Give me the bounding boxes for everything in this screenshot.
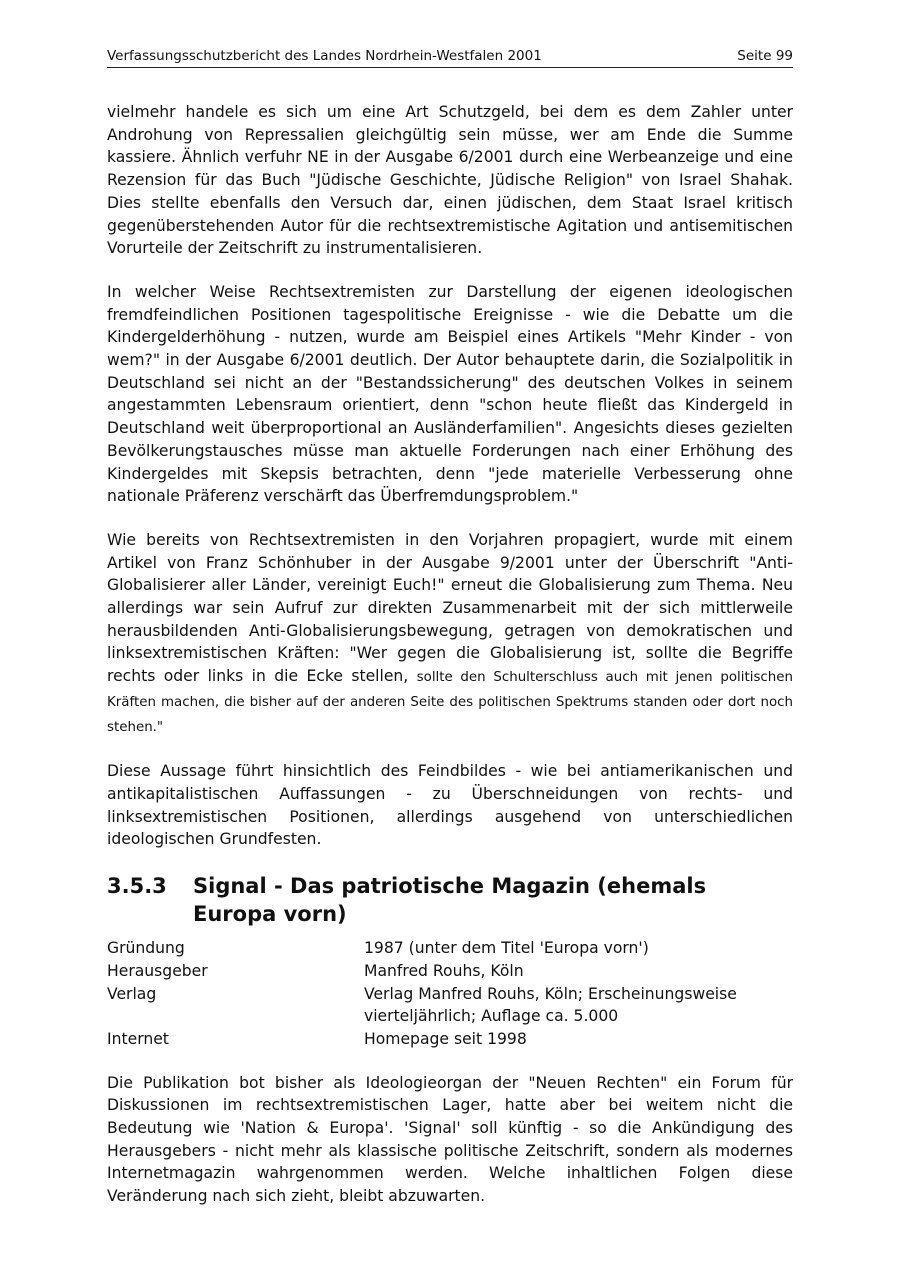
paragraph: Diese Aussage führt hinsichtlich des Feindbildes - wie bei antiamerikanischen und antikapitalistischen Auffassungen - zu Überschneidungen von rechts- und linksextremistischen Positionen, allerdings ausgehend von unterschiedlichen ideologischen Grundfesten. <box>107 762 793 849</box>
page-body <box>107 101 793 1208</box>
section-heading <box>107 872 793 928</box>
paragraph: vielmehr handele es sich um eine Art Schutzgeld, bei dem es dem Zahler unter Androhung von Repressalien gleichgültig sein müsse, wer am Ende die Summe kassiere. Ähnlich verfuhr NE in der Ausgabe 6/2001 durch eine Werbeanzeige und eine Rezension für das Buch "Jüdische Geschichte, Jüdische Religion" von Israel Shahak. Dies stellte ebenfalls den Versuch dar, einen jüdischen, dem Staat Israel kritisch gegenüberstehenden Autor für die rechtsextremistische Agitation und antisemitischen Vorurteile der Zeitschrift zu instrumentalisieren. <box>107 103 793 258</box>
info-label: Herausgeber <box>107 961 208 980</box>
info-value: Manfred Rouhs, Köln <box>364 961 524 980</box>
page-number: Seite 99 <box>737 48 793 64</box>
info-table <box>107 937 793 1051</box>
info-value: 1987 (unter dem Titel 'Europa vorn') <box>364 939 649 958</box>
document-page <box>107 48 793 1229</box>
page-header <box>107 48 793 68</box>
info-label: Gründung <box>107 939 185 958</box>
info-row <box>107 983 793 1028</box>
paragraph-small-text: sollte den Schulterschluss auch mit jenen politischen Kräften machen, die bisher auf der anderen Seite des politischen Spektrums standen oder dort noch stehen." <box>107 670 793 735</box>
info-row <box>107 1028 793 1051</box>
section-title: Signal - Das patriotische Magazin (ehemals Europa vorn) <box>193 874 707 927</box>
paragraph: In welcher Weise Rechtsextremisten zur Darstellung der eigenen ideologischen fremdfeindlichen Positionen tagespolitische Ereignisse - wie die Debatte um die Kindergelderhöhung - nutzen, wurde am Beispiel eines Artikels "Mehr Kinder - von wem?" in der Ausgabe 6/2001 deutlich. Der Autor behauptete darin, die Sozialpolitik in Deutschland sei nicht an der "Bestandssicherung" des deutschen Volkes in seinem angestammten Lebensraum orientiert, denn "schon heute fließt das Kindergeld in Deutschland weit überproportional an Ausländerfamilien". Angesichts dieses gezielten Bevölkerungstausches müsse man aktuelle Forderungen nach einer Erhöhung des Kindergeldes mit Skepsis betrachten, denn "jede materielle Verbesserung ohne nationale Präferenz verschärft das Überfremdungsproblem." <box>107 282 793 506</box>
section-number: 3.5.3 <box>107 874 167 899</box>
info-label: Internet <box>107 1029 169 1048</box>
info-label: Verlag <box>107 984 157 1003</box>
paragraph-text: Wie bereits von Rechtsextremisten in den Vorjahren propagiert, wurde mit einem Artikel von Franz Schönhuber in der Ausgabe 9/2001 unter der Überschrift "Anti-Globalisierer aller Länder, vereinigt Euch!" erneut die Globalisierung zum Thema. Neu allerdings war sein Aufruf zur direkten Zusammenarbeit mit der sich mittlerweile herausbildenden Anti-Globalisierungsbewegung, getragen von demokratischen und linksextremistischen Kräften: "Wer gegen die Globalisierung ist, sollte die Begriffe rechts oder links in die Ecke stellen, <box>107 530 793 686</box>
header-title: Verfassungsschutzbericht des Landes Nordrhein-Westfalen 2001 <box>107 48 542 64</box>
info-value: Verlag Manfred Rouhs, Köln; Erscheinungsweise vierteljährlich; Auflage ca. 5.000 <box>364 984 737 1026</box>
info-row <box>107 960 793 983</box>
info-row <box>107 937 793 960</box>
paragraph: Die Publikation bot bisher als Ideologieorgan der "Neuen Rechten" ein Forum für Diskussionen im rechtsextremistischen Lager, hatte aber bei weitem nicht die Bedeutung wie 'Nation & Europa'. 'Signal' soll künftig - so die Ankündigung des Herausgebers - nicht mehr als klassische politische Zeitschrift, sondern als modernes Internetmagazin wahrgenommen werden. Welche inhaltlichen Folgen diese Veränderung nach sich zieht, bleibt abzuwarten. <box>107 1073 793 1206</box>
info-value: Homepage seit 1998 <box>364 1029 527 1048</box>
paragraph <box>107 529 793 739</box>
